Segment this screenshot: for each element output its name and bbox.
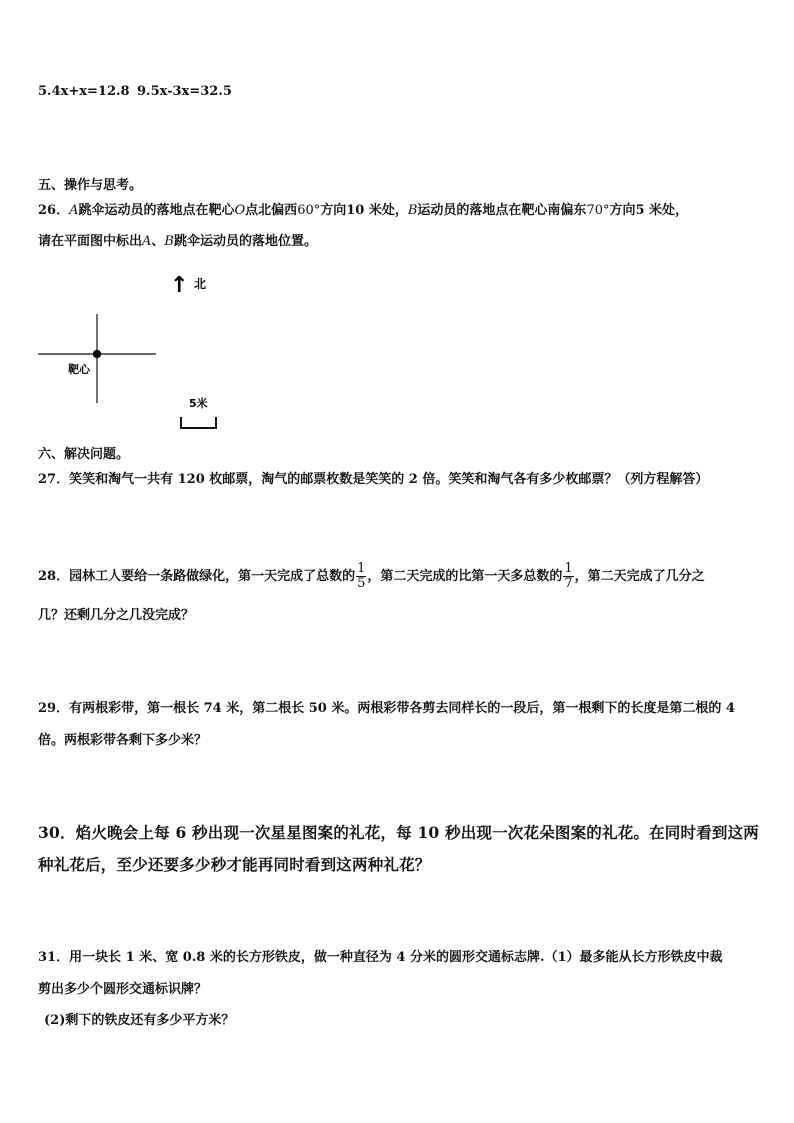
q26-part: 方向5 米处， [609, 203, 689, 218]
fraction-one-fifth [356, 562, 366, 591]
fraction-denominator: 5 [357, 576, 366, 591]
q26-var-o: O [234, 203, 246, 218]
fraction-denominator: 7 [564, 576, 573, 591]
scale-label: 5米 [189, 397, 208, 410]
question-28-line-2: 几？还剩几分之几没完成？ [38, 608, 195, 623]
q26-var-b: B [407, 203, 418, 218]
q26-angle-1: 60° [297, 203, 321, 218]
north-arrow-icon: ↑ [170, 273, 189, 298]
question-28-line-1 [38, 562, 705, 591]
question-31-line-2: 剪出多少个圆形交通标识牌？ [38, 982, 208, 997]
question-29-line-2: 倍。两根彩带各剩下多少米？ [38, 733, 208, 748]
q26-part: 点北偏西 [245, 203, 298, 218]
target-plan-diagram [30, 268, 230, 438]
question-27: 27．笑笑和淘气一共有 120 枚邮票，淘气的邮票枚数是笑笑的 2 倍。笑笑和淘气各有多少枚邮票？（列方程解答） [38, 472, 709, 487]
q26-angle-2: 70° [586, 203, 610, 218]
question-29-line-1: 29．有两根彩带，第一根长 74 米，第二根长 50 米。两根彩带各剪去同样长的一段后，第一根剩下的长度是第二根的 4 [38, 701, 735, 716]
q26-part: 方向10 米处， [320, 203, 408, 218]
q26-part: 、 [151, 234, 165, 249]
q26-var-b: B [164, 234, 174, 249]
q26-part: 运动员的落地点在靶心南偏东 [417, 203, 587, 218]
fraction-numerator: 1 [357, 561, 366, 576]
question-30-line-2: 种礼花后，至少还要多少秒才能再同时看到这两种礼花？ [38, 855, 431, 874]
q26-part: 跳伞运动员的落地位置。 [173, 234, 317, 249]
q26-part: 26． [38, 203, 70, 218]
q28-part: ，第二天完成了几分之 [574, 569, 705, 584]
fraction-one-seventh [563, 562, 573, 591]
question-30-line-1: 30．焰火晚会上每 6 秒出现一次星星图案的礼花，每 10 秒出现一次花朵图案的礼花。在同时看到这两 [38, 823, 760, 842]
question-26-line-2 [38, 230, 317, 249]
equation-1: 5.4x+x=12.8 [38, 84, 130, 99]
q26-part: 跳伞运动员的落地点在靶心 [78, 203, 235, 218]
question-26-line-1 [38, 199, 688, 218]
q26-part: 请在平面图中标出 [38, 234, 143, 249]
north-label: 北 [194, 277, 207, 291]
section-5-title: 五、操作与思考。 [38, 178, 143, 193]
section-6-title: 六、解决问题。 [38, 447, 130, 462]
question-31-line-1: 31．用一块长 1 米、宽 0.8 米的长方形铁皮，做一种直径为 4 分米的圆形交通标志牌.（1）最多能从长方形铁皮中裁 [38, 950, 723, 965]
q26-var-a: A [69, 203, 79, 218]
fraction-numerator: 1 [564, 561, 573, 576]
target-center-label: 靶心 [68, 363, 90, 376]
q28-part: ，第二天完成的比第一天多总数的 [367, 569, 563, 584]
q28-part: 28．园林工人要给一条路做绿化，第一天完成了总数的 [38, 569, 356, 584]
scale-bar [181, 417, 216, 428]
equation-2: 9.5x-3x=32.5 [137, 84, 232, 99]
question-31-line-3: (2)剩下的铁皮还有多少平方米？ [44, 1013, 235, 1028]
target-center-dot [93, 350, 101, 358]
q26-var-a: A [142, 234, 152, 249]
